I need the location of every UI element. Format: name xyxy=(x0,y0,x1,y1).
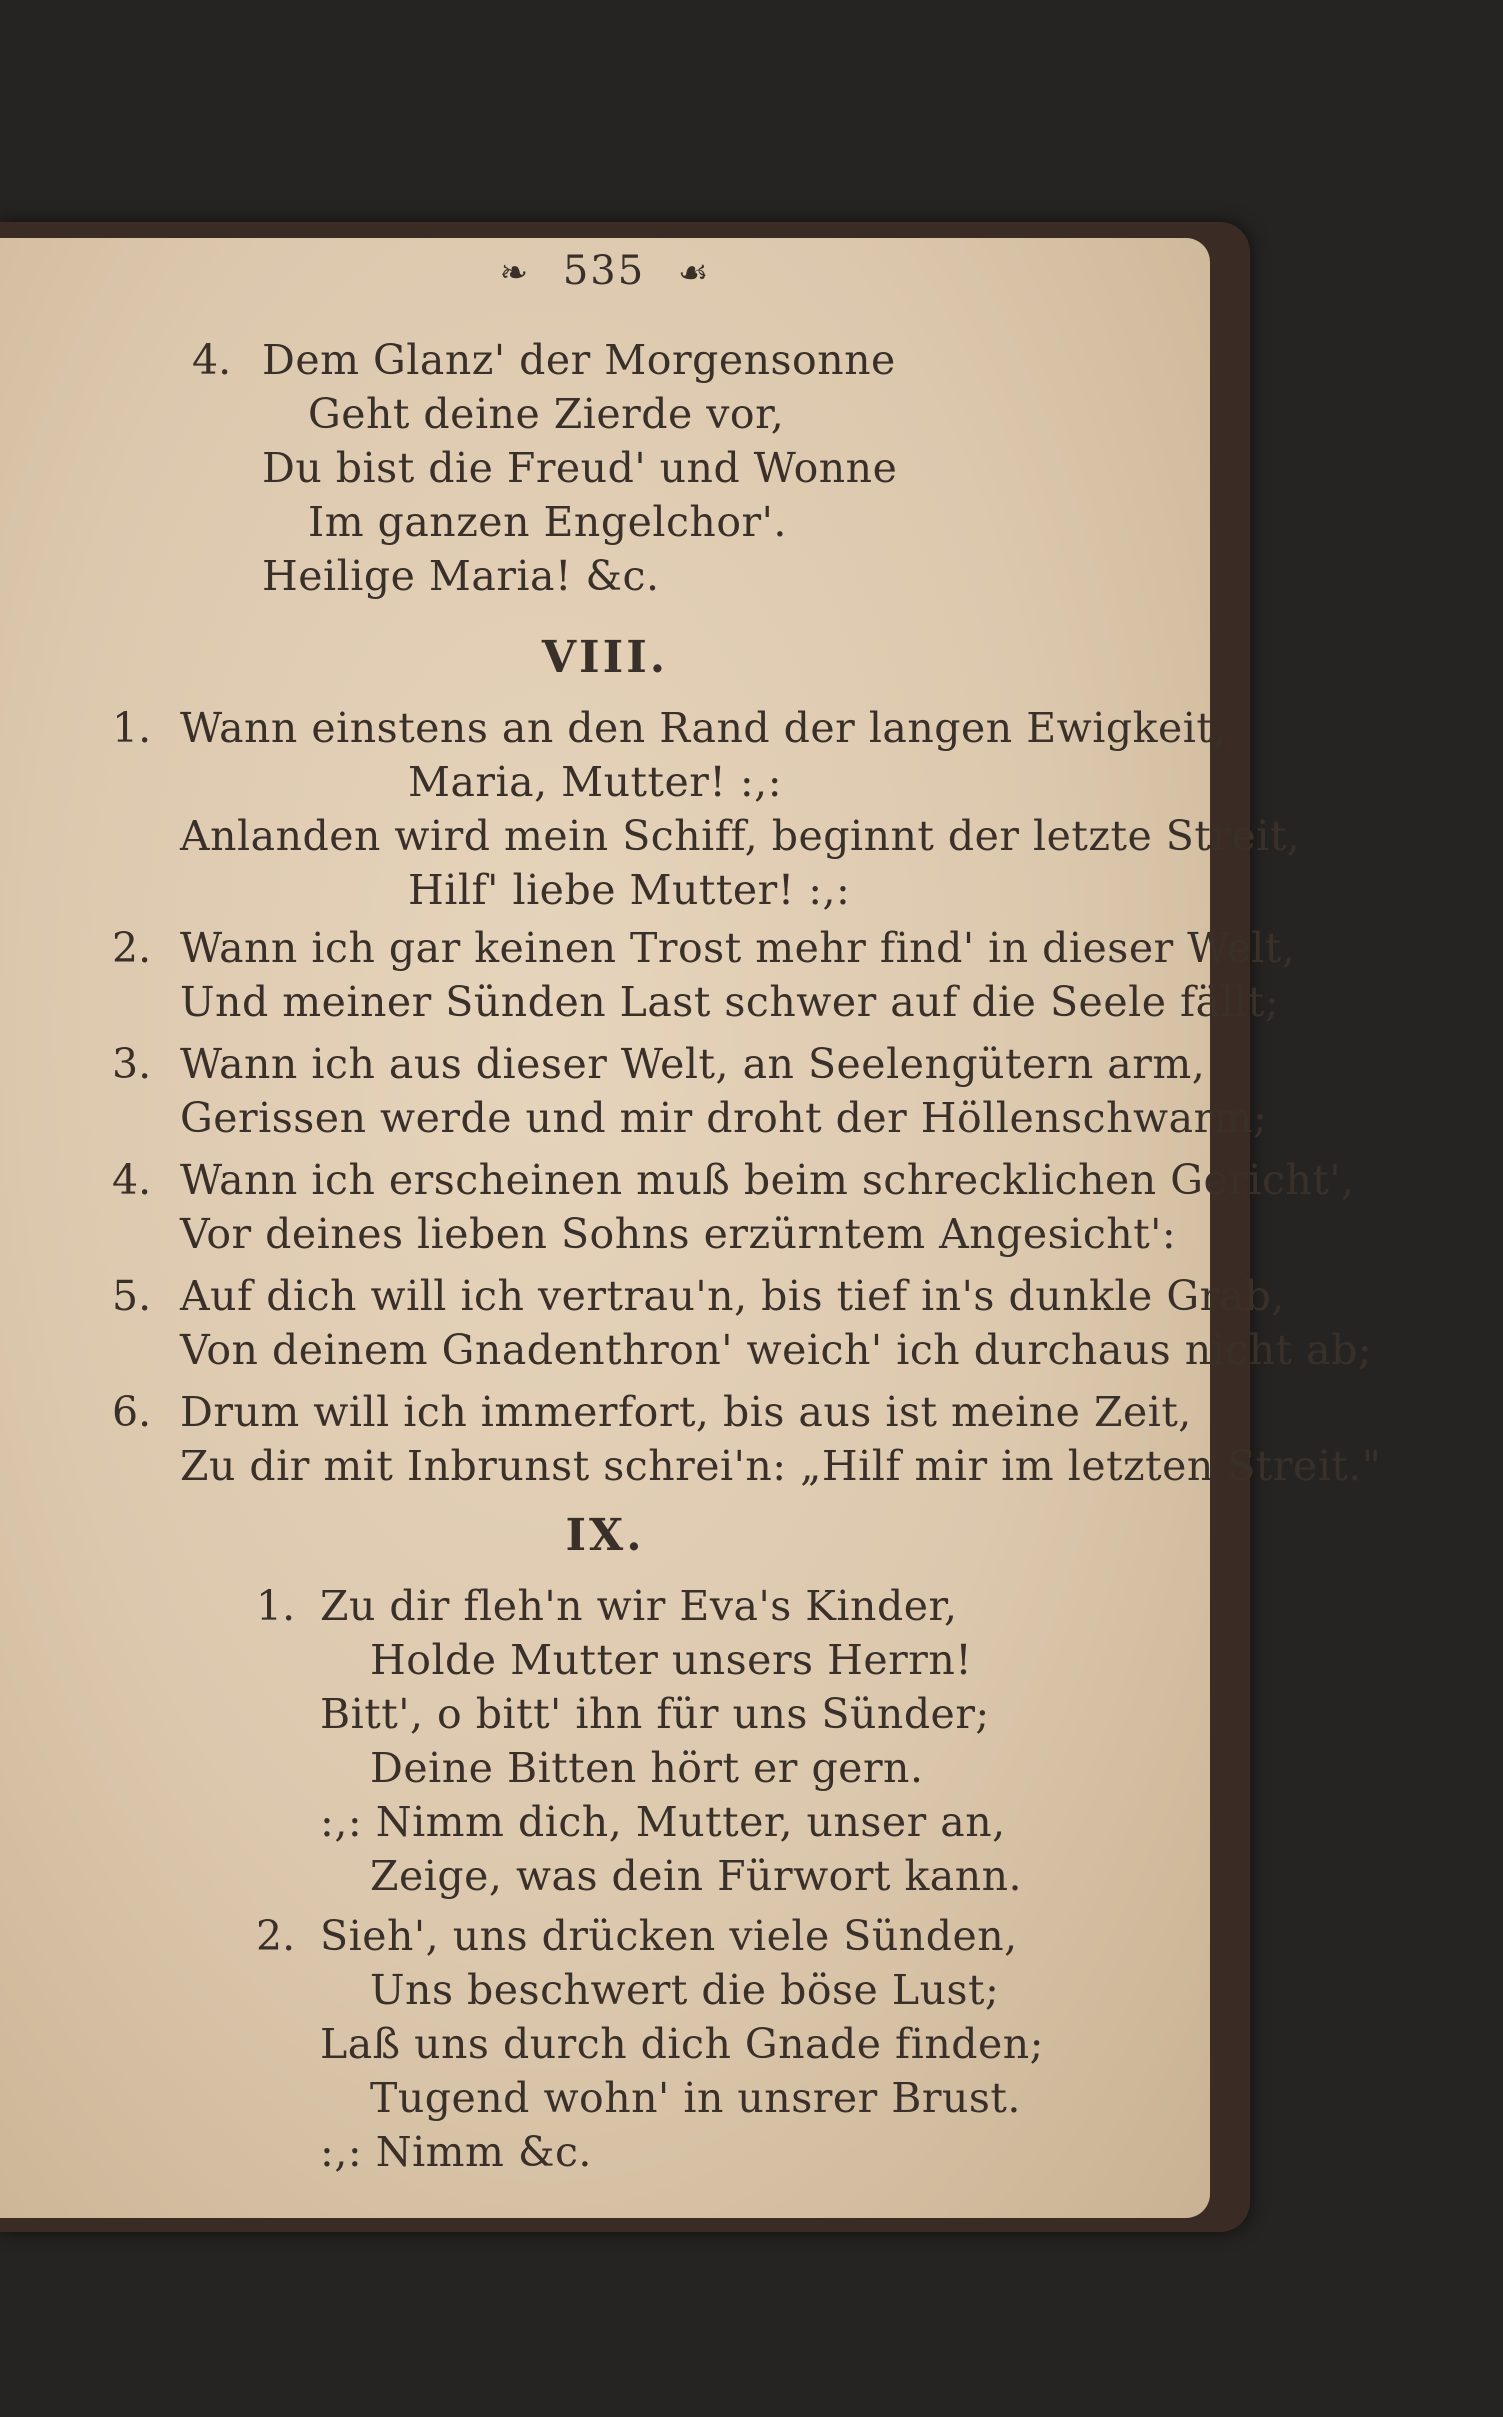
verse-line: Vor deines lieben Sohns erzürntem Angesicht': xyxy=(180,1210,1177,1258)
verse-line: Laß uns durch dich Gnade finden; xyxy=(320,2020,1044,2068)
verse-line: Bitt', o bitt' ihn für uns Sünder; xyxy=(320,1690,990,1738)
verse-number: 6. xyxy=(112,1388,152,1436)
section-heading: IX. xyxy=(565,1510,645,1561)
ornament-left-icon: ❧ xyxy=(499,253,531,293)
verse-line: Anlanden wird mein Schiff, beginnt der letzte Streit, xyxy=(180,812,1301,860)
page-number: 535 xyxy=(562,248,646,294)
verse-line: Von deinem Gnadenthron' weich' ich durchaus nicht ab; xyxy=(180,1326,1373,1374)
verse-line: Drum will ich immerfort, bis aus ist meine Zeit, xyxy=(180,1388,1192,1436)
verse-line: Holde Mutter unsers Herrn! xyxy=(370,1636,973,1684)
stanza-number: 4. xyxy=(192,336,232,384)
verse-line: Uns beschwert die böse Lust; xyxy=(370,1966,1000,2014)
verse-number: 5. xyxy=(112,1272,152,1320)
verse-line: Gerissen werde und mir droht der Höllenschwarm; xyxy=(180,1094,1268,1142)
verse-line: Wann ich gar keinen Trost mehr find' in dieser Welt, xyxy=(180,924,1296,972)
verse-number: 2. xyxy=(112,924,152,972)
verse-line: Geht deine Zierde vor, xyxy=(308,390,785,438)
book-page xyxy=(0,238,1382,2218)
verse-line: Und meiner Sünden Last schwer auf die Seele fällt; xyxy=(180,978,1280,1026)
verse-line: Wann einstens an den Rand der langen Ewigkeit, xyxy=(180,704,1227,752)
verse-line: Deine Bitten hört er gern. xyxy=(370,1744,924,1792)
verse-number: 2. xyxy=(256,1912,296,1960)
verse-line: Hilf' liebe Mutter! :,: xyxy=(408,866,851,914)
verse-line: Wann ich erscheinen muß beim schrecklichen Gericht', xyxy=(180,1156,1355,1204)
verse-line: Zu dir mit Inbrunst schrei'n: „Hilf mir im letzten Streit." xyxy=(180,1442,1382,1490)
verse-line: Dem Glanz' der Morgensonne xyxy=(262,336,896,384)
verse-line: :,: Nimm dich, Mutter, unser an, xyxy=(320,1798,1006,1846)
verse-line: Auf dich will ich vertrau'n, bis tief in's dunkle Grab, xyxy=(180,1272,1285,1320)
verse-line: Heilige Maria! &c. xyxy=(262,552,660,600)
page-header xyxy=(0,248,1210,294)
verse-number: 1. xyxy=(112,704,152,752)
verse-number: 4. xyxy=(112,1156,152,1204)
verse-line: Maria, Mutter! :,: xyxy=(408,758,783,806)
verse-number: 1. xyxy=(256,1582,296,1630)
verse-line: Im ganzen Engelchor'. xyxy=(308,498,787,546)
verse-number: 3. xyxy=(112,1040,152,1088)
verse-line: Zeige, was dein Fürwort kann. xyxy=(370,1852,1023,1900)
verse-line: Wann ich aus dieser Welt, an Seelengütern arm, xyxy=(180,1040,1206,1088)
verse-line: Tugend wohn' in unsrer Brust. xyxy=(370,2074,1021,2122)
section-heading: VIII. xyxy=(541,632,669,683)
ornament-right-icon: ☙ xyxy=(677,253,711,293)
verse-line: Zu dir fleh'n wir Eva's Kinder, xyxy=(320,1582,958,1630)
verse-line: Sieh', uns drücken viele Sünden, xyxy=(320,1912,1018,1960)
verse-line: :,: Nimm &c. xyxy=(320,2128,592,2176)
verse-line: Du bist die Freud' und Wonne xyxy=(262,444,898,492)
